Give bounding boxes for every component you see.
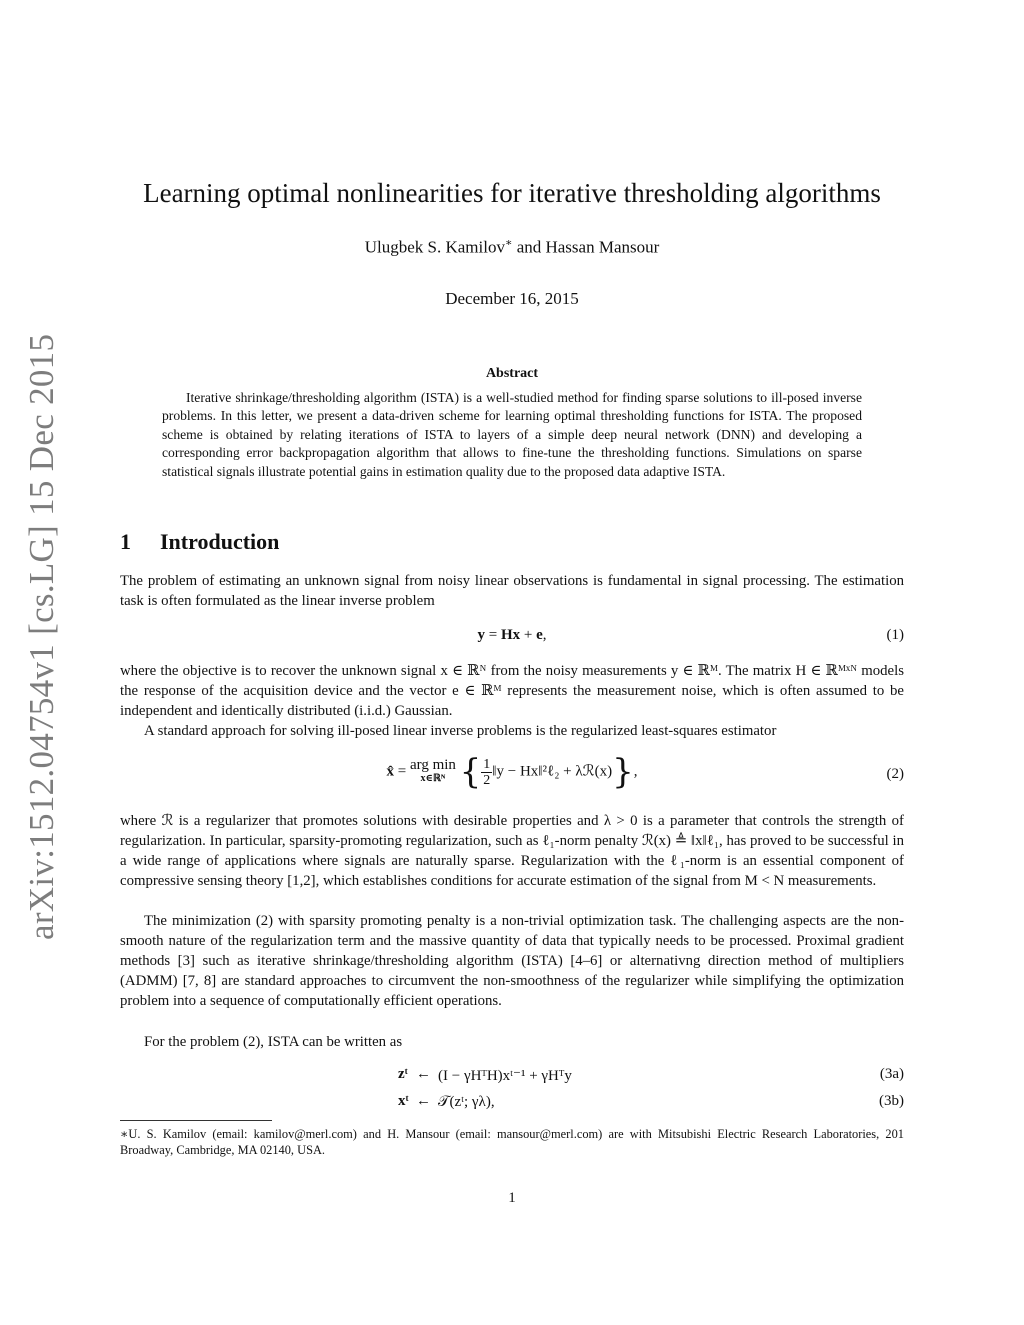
paragraph-1: The problem of estimating an unknown signal from noisy linear observations is fundamental in signal processing. The estimation task is often formulated as the linear inverse problem (120, 573, 904, 610)
section-number: 1 (120, 529, 131, 554)
abstract-text: Iterative shrinkage/thresholding algorithm (ISTA) is a well-studied method for finding sparse solutions to ill-posed inverse problems. In this letter, we present a data-driven scheme for learning optimal thresholding functions for ISTA. The proposed scheme is obtained by relating iterations of ISTA to layers of a simple deep neural network (DNN) and developing a corresponding error backpropagation algorithm that allows to fine-tune the thresholding functions. Simulations on sparse statistical signals illustrate potential gains in estimation quality due to the proposed data adaptive ISTA. (162, 390, 862, 479)
eq1-e: e (536, 627, 543, 643)
section-title: Introduction (160, 529, 280, 554)
eq2-argmin (410, 758, 456, 786)
eq2-open-brace: { (459, 752, 482, 792)
paragraph-4: where ℛ is a regularizer that promotes solutions with desirable properties and λ > 0 is a parameter that controls the strength of regularization. In particular, sparsity-promoting regularization, such as ℓ₁-norm penalty ℛ(x) ≜ ‖x‖ℓ₁, has proved to be successful in a wide range of applications where signals are naturally sparse. Regularization with the ℓ₁-norm is an essential component of compressive sensing theory [1,2], which establishes conditions for accurate estimation of the signal from M < N measurements. (120, 813, 904, 890)
abstract-heading: Abstract (485, 366, 539, 381)
arxiv-identifier-stamp: arXiv:1512.04754v1 [cs.LG] 15 Dec 2015 (22, 333, 61, 940)
eq3b-rhs: 𝒯(zᵗ; γλ), (438, 1094, 495, 1110)
eq3a-rhs: (I − γHᵀH)xᵗ⁻¹ + γHᵀy (438, 1068, 572, 1084)
paper-date: December 16, 2015 (445, 289, 579, 308)
eq2-fraction (481, 757, 492, 788)
eq2-numerator: 1 (483, 756, 491, 772)
eq2-argmin-label: arg min (409, 757, 456, 773)
footnote-divider (120, 1120, 272, 1121)
section-heading (120, 529, 279, 555)
paragraph-5: The minimization (2) with sparsity promoting penalty is a non-trivial optimization task. The challenging aspects are the non-smooth nature of the regularization term and the massive quantity of data that typically needs to be processed. Proximal gradient methods [3] such as iterative shrinkage/thresholding algorithm (ISTA) [4–6] or alternativng direction method of multipliers (ADMM) [7, 8] are standard approaches to circumvent the non-smoothness of the regularizer while simplifying the optimization problem into a sequence of computationally efficient operations. (120, 913, 904, 1010)
eq3a-lhs: zᵗ (398, 1066, 408, 1082)
eq2-equals: = (393, 763, 410, 780)
eq3b-tag: (3b) (879, 1093, 904, 1109)
eq3b-lhs: xᵗ (398, 1093, 409, 1109)
author-rest: and Hassan Mansour (512, 237, 660, 257)
eq3a-tag: (3a) (879, 1066, 904, 1082)
eq2-xhat: x̂ (386, 763, 394, 780)
eq1-tag: (1) (886, 627, 904, 643)
footnote-text: ∗U. S. Kamilov (email: kamilov@merl.com) and H. Mansour (email: mansour@merl.com) are with Mitsubishi Electric Research Laboratories, 201 Broadway, Cambridge, MA 02140, USA. (120, 1127, 904, 1157)
paragraph-3: A standard approach for solving ill-posed linear inverse problems is the regularized least-squares estimator (144, 723, 777, 739)
paper-title: Learning optimal nonlinearities for iterative thresholding algorithms (143, 178, 881, 208)
eq1-plus: + (520, 627, 537, 643)
eq1-H: H (500, 627, 513, 643)
eq2-end: , (633, 763, 638, 780)
eq1-equals: = (484, 627, 501, 643)
eq3b-arrow: ← (416, 1093, 431, 1109)
eq2-tag: (2) (886, 766, 904, 782)
paragraph-2: where the objective is to recover the unknown signal x ∈ ℝᴺ from the noisy measurements y ∈ ℝᴹ. The matrix H ∈ ℝᴹˣᴺ models the response of the acquisition device and the vector e ∈ ℝᴹ represents the measurement noise, which is often assumed to be independent and identically distributed (i.i.d.) Gaussian. (120, 663, 904, 720)
eq1-end: , (542, 627, 547, 643)
author-first: Ulugbek S. Kamilov (364, 237, 505, 257)
eq2-denominator: 2 (483, 772, 491, 788)
eq1-y: y (477, 627, 485, 643)
footnote-mark: ∗ (504, 237, 513, 249)
author-line (110, 236, 914, 258)
page-number: 1 (508, 1190, 516, 1206)
eq2-argmin-sub: x∈ℝᴺ (420, 773, 446, 784)
eq1-x: x (512, 627, 521, 643)
eq3a-arrow: ← (416, 1066, 431, 1082)
equation-2 (120, 752, 904, 802)
paragraph-6: For the problem (2), ISTA can be written as (144, 1034, 403, 1050)
eq2-norm: ‖y − Hx‖²ℓ₂ + λℛ(x) (492, 763, 613, 780)
eq2-close-brace: } (612, 752, 634, 792)
